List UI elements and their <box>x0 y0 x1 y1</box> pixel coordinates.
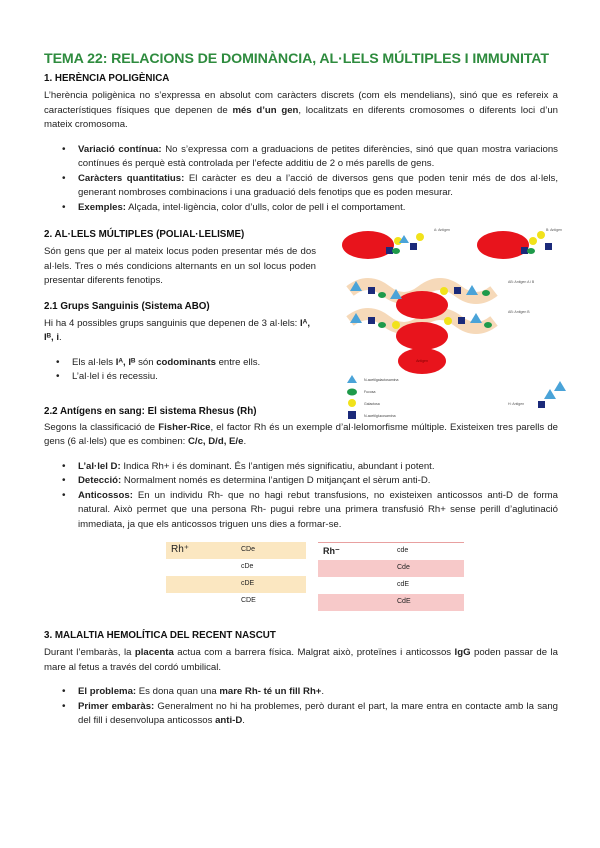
square-icon <box>348 411 356 419</box>
legend-label: Galactosa <box>364 402 380 406</box>
triangle-icon <box>470 313 482 323</box>
section-2-2-heading: 2.2 Antígens en sang: El sistema Rhesus (Rh) <box>44 405 257 417</box>
circle-icon <box>537 231 545 239</box>
legend-label: N-acetilglucosamina <box>364 414 396 418</box>
hex-icon <box>347 389 357 396</box>
circle-icon <box>440 287 448 295</box>
text: L’herència poligènica no s’expressa en absolut com caràcters discrets (com els mendelians), sinó que es refereix a característiques físiques que depenen de <box>44 90 558 116</box>
term: Primer embaràs: <box>78 700 155 712</box>
triangle-icon <box>554 381 566 391</box>
section-3-intro <box>44 646 558 675</box>
cell: Cde <box>397 564 410 572</box>
table-row <box>166 559 306 576</box>
triangle-icon <box>544 389 556 399</box>
red-cell-o <box>396 322 448 350</box>
list-item <box>78 201 558 216</box>
square-icon <box>368 317 375 324</box>
list-item <box>72 370 316 385</box>
section-3-heading: 3. MALALTIA HEMOLÍTICA DEL RECENT NASCUT <box>44 630 276 641</box>
square-icon <box>386 247 393 254</box>
circle-icon <box>444 317 452 325</box>
rh-pos-header: Rh⁺ <box>171 544 190 556</box>
section-2-1-intro <box>44 317 316 346</box>
term: Variació contínua: <box>78 143 162 155</box>
bold-text: IgG <box>454 647 471 658</box>
cell: cde <box>392 543 464 561</box>
text: , localitzats en diferents cromosomes o diferents loci d’un mateix cromosoma. <box>44 104 559 130</box>
table-row <box>166 593 306 610</box>
square-icon <box>368 287 375 294</box>
red-cell-b <box>477 231 529 259</box>
list-item <box>78 474 558 489</box>
label-a: A: Antigen <box>434 228 450 232</box>
list-item <box>72 356 316 371</box>
circle-icon <box>392 321 400 329</box>
rh-negative-table <box>318 542 464 611</box>
text: . <box>321 686 325 697</box>
section-2-intro: Són gens que per al mateix locus poden presentar més de dos al·lels. Tres o més condicions alternants en un sol locus poden presentar diferents fenotips. <box>44 246 316 286</box>
hex-icon <box>378 322 386 328</box>
square-icon <box>545 243 552 250</box>
cell <box>318 577 392 594</box>
term: L’al·lel D: <box>78 460 121 472</box>
h-antigen-chain <box>538 381 566 408</box>
red-cell-a <box>342 231 394 259</box>
rh-positive-table <box>166 542 306 610</box>
list-item <box>78 143 558 172</box>
section-1-intro <box>44 89 558 133</box>
text: . <box>59 332 62 343</box>
term: mare Rh- té un fill Rh+ <box>219 686 322 697</box>
label-b: B: Antigen <box>546 228 562 232</box>
list-item <box>78 685 558 700</box>
circle-icon <box>416 233 424 241</box>
hex-icon <box>482 290 490 296</box>
text: Generalment no hi ha problemes, però durant el part, la mare entra en contacte amb la sang del fill i desenvolupa anticossos <box>78 700 558 726</box>
list-item <box>78 460 558 475</box>
text: . <box>243 436 247 447</box>
section-2-1-heading: 2.1 Grups Sanguinis (Sistema ABO) <box>44 300 210 312</box>
term: anti-D <box>215 715 243 726</box>
cell: CDe <box>241 546 256 554</box>
square-icon <box>410 243 417 250</box>
text: Alçada, intel·ligència, color d’ulls, color de pell i el comportament. <box>126 201 406 213</box>
label-ab2: AB: Antigen B <box>508 310 530 314</box>
membrane-cell-group <box>350 281 494 350</box>
rh-neg-header: Rh⁻ <box>318 543 392 561</box>
hex-icon <box>527 248 535 254</box>
section-1-list <box>44 143 558 216</box>
cell <box>166 559 236 576</box>
text: En un individu Rh- que no hagi rebut transfusions, no existeixen anticossos anti-D de forma natural. Això permet que una persona Rh- pugui rebre una primera transfusió Rh+ sense perill d’aglutinació immediata, ja que els anticossos triguen uns dies a formar-se. <box>78 489 558 530</box>
hex-icon <box>378 292 386 298</box>
hex-icon <box>484 322 492 328</box>
legend-label: Fucosa <box>364 390 376 394</box>
text: Els al·lels <box>72 356 116 368</box>
bold-text: Fisher-Rice <box>158 421 211 433</box>
text: entre ells. <box>215 356 261 368</box>
circle-icon <box>348 399 356 407</box>
term: Detecció: <box>78 475 122 486</box>
legend-label: N-acetilgalactosamina <box>364 378 399 382</box>
hex-icon <box>392 248 400 254</box>
circle-icon <box>529 237 537 245</box>
table-row <box>318 543 464 561</box>
bold-text: més d’un gen <box>232 104 299 116</box>
text: poden passar de la mare al fetus a través del cordó umbilical. <box>44 647 559 673</box>
section-2-2-list <box>44 460 558 533</box>
term: codominants <box>156 356 216 368</box>
text: actua com a barrera física. Malgrat això, proteïnes i anticossos <box>173 647 455 658</box>
text: No s’expressa com a graduacions de petites diferències, sinó que quan mostra variacions contínues és perquè està controlada per l’efecte additiu de 2 o més parells de gens. <box>78 143 558 169</box>
term: El problema: <box>78 686 137 697</box>
legend <box>347 375 398 419</box>
page-title: TEMA 22: RELACIONS DE DOMINÀNCIA, AL·LELS MÚLTIPLES I IMMUNITAT <box>44 51 549 67</box>
cell: cDE <box>241 580 255 588</box>
rh-tables <box>44 542 558 618</box>
table-row <box>318 594 464 611</box>
list-item <box>78 172 558 201</box>
text: Es dona quan una <box>136 686 220 697</box>
text: Segons la classificació de <box>44 421 159 433</box>
text: Durant l’embaràs, la <box>44 647 135 658</box>
text: . <box>242 715 245 726</box>
section-2-1-list <box>44 356 316 385</box>
cell <box>318 594 392 611</box>
red-cell-ab <box>396 291 448 319</box>
label-h: H: Antigen <box>508 402 525 406</box>
triangle-icon <box>466 285 478 295</box>
abo-antigen-diagram <box>338 221 578 421</box>
square-icon <box>521 247 528 254</box>
table-row <box>318 560 464 577</box>
square-icon <box>458 317 465 324</box>
cell <box>166 576 236 593</box>
text: Normalment només es determina l’antigen D mitjançant el sèrum anti-D. <box>121 475 431 486</box>
square-icon <box>538 401 545 408</box>
list-item <box>78 489 558 533</box>
text: El caràcter es deu a l’acció de diversos gens que poden tenir més de dos al·lels, generant nombroses combinacions i una graduació dels fenotips que es poden mesurar. <box>78 172 559 198</box>
text: L’al·lel i és recessiu. <box>72 371 158 382</box>
table-row <box>166 576 306 593</box>
square-icon <box>454 287 461 294</box>
term: Exemples: <box>78 201 126 213</box>
bold-text: C/c, D/d, E/e <box>187 436 244 447</box>
label-ab: AB: Antigen A i B <box>508 280 535 284</box>
bold-text: Iᴬ, Iᴮ, i <box>44 317 311 343</box>
section-2-text <box>44 227 316 385</box>
term: Anticossos: <box>78 489 133 501</box>
cell: cdE <box>397 581 410 589</box>
bold-text: placenta <box>134 647 174 658</box>
section-2-2-intro <box>44 421 558 450</box>
text: Hi ha 4 possibles grups sanguinis que depenen de 3 al·lels: <box>44 317 301 329</box>
list-item <box>78 700 558 729</box>
term: Iᴬ, Iᴮ <box>115 356 136 368</box>
cell: CDE <box>241 597 256 605</box>
section-2-heading: 2. AL·LELS MÚLTIPLES (POLIAL·LELISME) <box>44 229 245 240</box>
cell <box>318 560 392 577</box>
cell: CdE <box>397 598 411 606</box>
text: Indica Rh+ i és dominant. És l’antigen més significatiu, abundant i potent. <box>120 460 435 472</box>
term: Caràcters quantitatius: <box>78 172 185 184</box>
table-row <box>166 542 306 559</box>
table-row <box>318 577 464 594</box>
section-1-heading: 1. HERÈNCIA POLIGÈNICA <box>44 73 170 84</box>
page <box>44 50 562 729</box>
center-label: Antigen <box>416 359 428 363</box>
cell: cDe <box>241 563 254 571</box>
cell <box>166 593 236 610</box>
text: són <box>135 356 157 368</box>
text: , el factor Rh és un exemple d’al·lelomorfisme múltiple. Existeixen tres parells de gens (6 al·lels) que es combinen: <box>44 421 558 447</box>
section-3-list <box>44 685 558 729</box>
triangle-icon <box>347 375 357 383</box>
